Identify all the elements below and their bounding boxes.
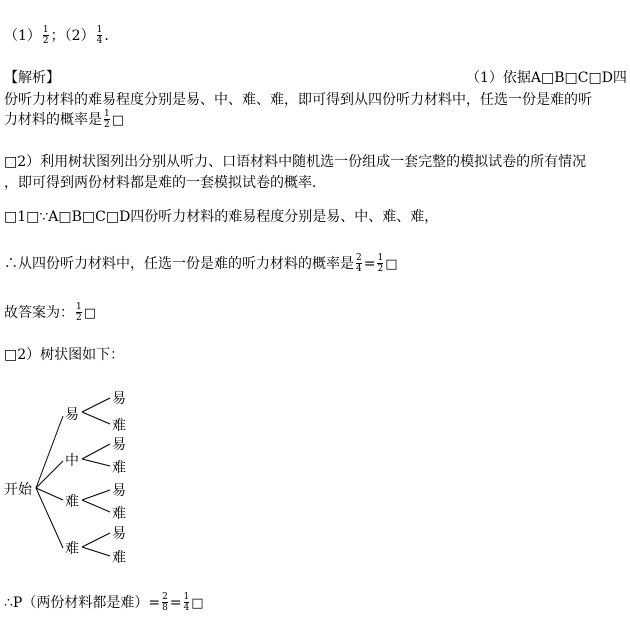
fraction-numerator: 1 <box>42 25 49 35</box>
tree-edge <box>36 488 63 548</box>
fraction-numerator: 2 <box>356 253 362 263</box>
answer-separator: ；（2） <box>50 28 95 44</box>
tree-edge <box>82 547 110 556</box>
answer-end: . <box>104 28 109 44</box>
solution-line1: □1□∵A□B□C□D四份听力材料的难易程度分别是易、中、难、难， <box>4 209 439 225</box>
fraction-denominator: 4 <box>356 264 362 274</box>
tree-edge <box>82 500 110 512</box>
tree-edge <box>82 490 110 500</box>
fraction-numerator: 1 <box>104 109 110 119</box>
tree-edge <box>82 398 110 412</box>
equals-sign: = <box>169 595 182 611</box>
analysis-line1: （1）依据A□B□C□D四 <box>466 70 627 86</box>
tree-level1-node: 难 <box>65 494 79 510</box>
tree-level1-node: 易 <box>65 407 79 423</box>
placeholder-box: □ <box>385 257 398 272</box>
tree-edge <box>82 533 110 547</box>
tree-edge <box>36 461 63 488</box>
tree-level2-node: 易 <box>112 391 126 407</box>
tree-level1-node: 难 <box>65 541 79 557</box>
tree-level2-node: 易 <box>112 526 126 542</box>
fraction-denominator: 8 <box>162 603 168 613</box>
fraction-denominator: 4 <box>183 603 190 613</box>
tree-level2-node: 难 <box>112 460 126 476</box>
tree-level2-node: 难 <box>112 418 126 434</box>
analysis-part2-line2: ，即可得到两份材料都是难的一套模拟试卷的概率． <box>4 175 326 191</box>
tree-level2-node: 易 <box>112 437 126 453</box>
final-line-text: ∴P（两份材料都是难）= <box>4 595 161 611</box>
fraction-numerator: 1 <box>183 592 190 602</box>
solution-line4: □2）树状图如下： <box>4 347 125 363</box>
fraction-denominator: 2 <box>42 36 49 46</box>
fraction-denominator: 2 <box>76 313 82 323</box>
placeholder-box: □ <box>111 113 125 128</box>
fraction-denominator: 2 <box>377 264 384 274</box>
fraction-numerator: 1 <box>76 302 82 312</box>
final-probability-line <box>4 593 204 614</box>
analysis-heading: 【解析】 <box>4 70 60 86</box>
fraction-numerator: 2 <box>162 592 168 602</box>
tree-edge <box>82 459 110 466</box>
placeholder-box: □ <box>191 596 204 611</box>
answer-part1-label: （1） <box>4 28 41 44</box>
fraction-denominator: 2 <box>104 120 110 130</box>
tree-level2-node: 易 <box>112 483 126 499</box>
tree-level2-node: 难 <box>112 506 126 522</box>
analysis-part2-line1: □2）利用树状图列出分别从听力、口语材料中随机选一份组成一套完整的模拟试卷的所有情况 <box>4 154 587 170</box>
solution-line2-text: ∴从四份听力材料中，任选一份是难的听力材料的概率是 <box>4 256 354 272</box>
analysis-line3-text: 力材料的概率是 <box>4 112 102 128</box>
placeholder-box: □ <box>83 306 97 321</box>
tree-level1-node: 中 <box>65 453 79 469</box>
tree-edge <box>82 412 110 424</box>
analysis-line2: 份听力材料的难易程度分别是易、中、难、难，即可得到从四份听力材料中，任选一份是难的听 <box>4 92 592 108</box>
probability-fraction <box>162 593 168 613</box>
equals-sign: = <box>363 256 376 272</box>
tree-level2-node: 难 <box>112 550 126 566</box>
fraction-numerator: 1 <box>377 253 384 263</box>
fraction-numerator: 1 <box>96 25 103 35</box>
tree-edge <box>82 444 110 459</box>
probability-fraction <box>184 593 190 613</box>
tree-root: 开始 <box>4 482 32 498</box>
fraction-denominator: 4 <box>96 36 103 46</box>
tree-edge <box>36 416 63 488</box>
solution-line3-text: 故答案为： <box>4 305 74 321</box>
